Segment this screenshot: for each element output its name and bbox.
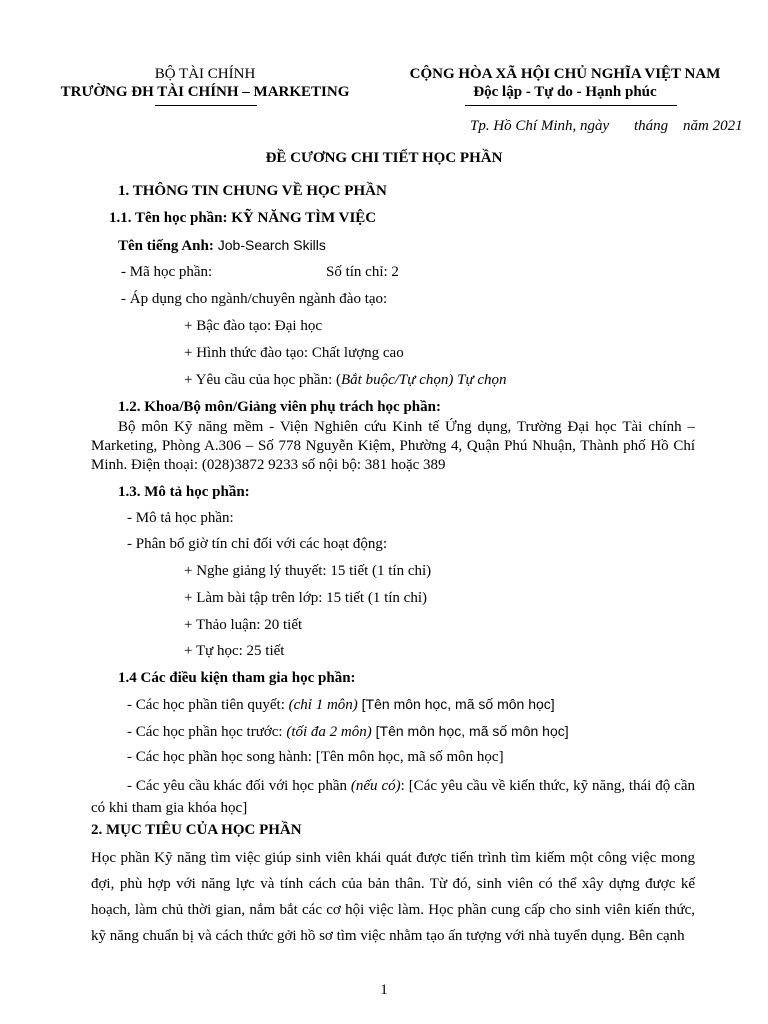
english-name-line <box>118 237 326 255</box>
course-description: - Mô tả học phần: <box>127 510 234 526</box>
english-name-label: Tên tiếng Anh: <box>118 238 214 254</box>
discussion-hours: + Thảo luận: 20 tiết <box>184 617 303 633</box>
date-place: Tp. Hồ Chí Minh, ngày <box>470 118 610 134</box>
credit-allocation: - Phân bổ giờ tín chỉ đối với các hoạt động: <box>127 536 387 552</box>
course-requirement-value: Bắt buộc/Tự chọn) Tự chọn <box>341 372 507 388</box>
section-1-4-heading: 1.4 Các điều kiện tham gia học phần: <box>118 670 356 686</box>
parallel-courses-text: - Các học phần học song hành: [Tên môn học, mã số môn học] <box>127 749 504 765</box>
department-info: Bộ môn Kỹ năng mềm - Viện Nghiên cứu Kinh tế Ứng dụng, Trường Đại học Tài chính – Marketing, Phòng A.306 – Số 778 Nguyễn Kiệm, Phường 4, Quận Phú Nhuận, Thành phố Hồ Chí Minh. Điện thoại: (028)3872 9233 số nội bộ: 381 hoặc 389 <box>91 419 695 473</box>
prerequisite-limit: (chỉ 1 môn) <box>288 697 358 713</box>
theory-hours: + Nghe giảng lý thuyết: 15 tiết (1 tín chỉ) <box>184 563 432 579</box>
parallel-courses <box>127 749 504 766</box>
other-requirements-note: (nếu có) <box>350 778 401 794</box>
date-month: tháng <box>634 118 669 134</box>
nation-name: CỘNG HÒA XÃ HỘI CHỦ NGHĨA VIỆT NAM <box>409 66 721 82</box>
motto: Độc lập - Tự do - Hạnh phúc <box>473 84 657 100</box>
prerequisite-courses <box>127 696 555 714</box>
page-number: 1 <box>380 982 388 998</box>
prerequisite-value: [Tên môn học, mã số môn học] <box>357 696 555 712</box>
other-requirements-value: : [Các yêu cầu về kiến thức, kỹ năng, thái độ cần có khi tham gia khóa học] <box>91 778 695 816</box>
date-year: năm 2021 <box>683 118 743 134</box>
prior-courses <box>127 723 569 741</box>
prior-courses-label: - Các học phần học trước: <box>127 724 287 740</box>
university-name: TRƯỜNG ĐH TÀI CHÍNH – MARKETING <box>60 84 350 100</box>
course-requirement-label: + Yêu cầu của học phần: ( <box>184 372 342 388</box>
credits: Số tín chỉ: 2 <box>326 264 399 280</box>
course-code-label: - Mã học phần: <box>121 264 213 280</box>
prerequisite-label: - Các học phần tiên quyết: <box>127 697 289 713</box>
right-header-rule <box>465 105 677 106</box>
apply-label: - Áp dụng cho ngành/chuyên ngành đào tạo: <box>121 291 388 307</box>
left-header-rule <box>155 105 257 106</box>
section-1-3-heading: 1.3. Mô tả học phần: <box>118 484 250 500</box>
self-study-hours: + Tự học: 25 tiết <box>184 643 285 659</box>
ministry-name: BỘ TÀI CHÍNH <box>154 66 256 82</box>
other-requirements <box>91 775 695 819</box>
course-requirement <box>184 372 507 389</box>
other-requirements-label: - Các yêu cầu khác đối với học phần <box>127 778 351 794</box>
english-name-value: Job-Search Skills <box>213 237 326 253</box>
course-objectives-text: Học phần Kỹ năng tìm việc giúp sinh viên khái quát được tiến trình tìm kiếm một công việc mong đợi, phù hợp với năng lực và tính cách của bản thân. Từ đó, sinh viên có thể xây dựng được kế hoạch, làm chủ thời gian, nắm bắt các cơ hội việc làm. Học phần cung cấp cho sinh viên kiến thức, kỹ năng chuẩn bị và cách thức gởi hồ sơ tìm việc nhằm tạo ấn tượng với nhà tuyển dụng. Bên cạnh <box>91 850 695 944</box>
prior-courses-value: [Tên môn học, mã số môn học] <box>371 723 569 739</box>
section-1-1-heading: 1.1. Tên học phần: KỸ NĂNG TÌM VIỆC <box>109 210 377 226</box>
prior-courses-limit: (tối đa 2 môn) <box>286 724 372 740</box>
document-title: ĐỀ CƯƠNG CHI TIẾT HỌC PHẦN <box>265 150 503 166</box>
section-2-heading: 2. MỤC TIÊU CỦA HỌC PHẦN <box>91 822 302 838</box>
exercise-hours: + Làm bài tập trên lớp: 15 tiết (1 tín chỉ) <box>184 590 427 606</box>
training-mode: + Hình thức đào tạo: Chất lượng cao <box>184 345 404 361</box>
section-1-heading: 1. THÔNG TIN CHUNG VỀ HỌC PHẦN <box>118 183 387 199</box>
training-level: + Bậc đào tạo: Đại học <box>184 318 322 334</box>
section-1-2-heading: 1.2. Khoa/Bộ môn/Giảng viên phụ trách học phần: <box>118 399 441 415</box>
